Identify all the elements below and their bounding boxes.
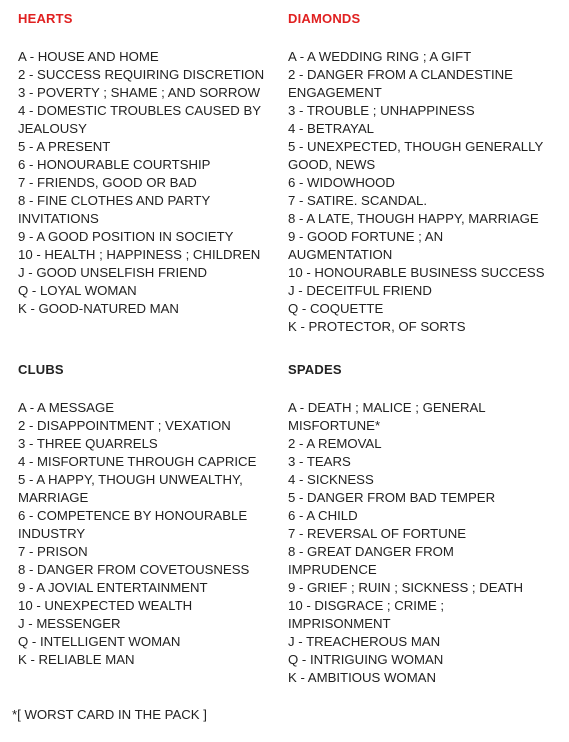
spades-entry: 6 - A CHILD: [288, 508, 358, 523]
spades-entry: 7 - REVERSAL OF FORTUNE: [288, 526, 467, 541]
spades-entry: 10 - DISGRACE ; CRIME ; IMPRISONMENT: [288, 598, 445, 631]
clubs-entry: 10 - UNEXPECTED WEALTH: [18, 598, 193, 613]
hearts-entry: 9 - A GOOD POSITION IN SOCIETY: [18, 229, 234, 244]
diamonds-entry: 10 - HONOURABLE BUSINESS SUCCESS: [288, 265, 545, 280]
clubs-heading: CLUBS: [18, 362, 64, 377]
spades-entry: 3 - TEARS: [288, 454, 351, 469]
clubs-section: [18, 361, 274, 669]
spades-entry: K - AMBITIOUS WOMAN: [288, 670, 436, 685]
clubs-entry: 9 - A JOVIAL ENTERTAINMENT: [18, 580, 208, 595]
clubs-list: [18, 399, 274, 669]
hearts-entry: J - GOOD UNSELFISH FRIEND: [18, 265, 208, 280]
clubs-entry: J - MESSENGER: [18, 616, 121, 631]
hearts-entry: 5 - A PRESENT: [18, 139, 111, 154]
diamonds-entry: 3 - TROUBLE ; UNHAPPINESS: [288, 103, 475, 118]
hearts-entry: K - GOOD-NATURED MAN: [18, 301, 179, 316]
hearts-entry: 10 - HEALTH ; HAPPINESS ; CHILDREN: [18, 247, 261, 262]
diamonds-entry: 6 - WIDOWHOOD: [288, 175, 395, 190]
diamonds-list: [288, 48, 550, 336]
hearts-list: [18, 48, 274, 318]
hearts-heading: HEARTS: [18, 11, 73, 26]
hearts-entry: A - HOUSE AND HOME: [18, 49, 159, 64]
spades-entry: 9 - GRIEF ; RUIN ; SICKNESS ; DEATH: [288, 580, 523, 595]
clubs-entry: 7 - PRISON: [18, 544, 88, 559]
diamonds-entry: 8 - A LATE, THOUGH HAPPY, MARRIAGE: [288, 211, 539, 226]
hearts-entry: 6 - HONOURABLE COURTSHIP: [18, 157, 211, 172]
diamonds-entry: 4 - BETRAYAL: [288, 121, 374, 136]
spades-entry: J - TREACHEROUS MAN: [288, 634, 441, 649]
hearts-entry: 4 - DOMESTIC TROUBLES CAUSED BY JEALOUSY: [18, 103, 261, 136]
clubs-entry: 6 - COMPETENCE BY HONOURABLE INDUSTRY: [18, 508, 248, 541]
diamonds-entry: J - DECEITFUL FRIEND: [288, 283, 432, 298]
clubs-entry: 2 - DISAPPOINTMENT ; VEXATION: [18, 418, 231, 433]
diamonds-section: [288, 10, 550, 336]
spades-entry: 2 - A REMOVAL: [288, 436, 382, 451]
hearts-entry: 7 - FRIENDS, GOOD OR BAD: [18, 175, 197, 190]
diamonds-entry: Q - COQUETTE: [288, 301, 384, 316]
diamonds-entry: A - A WEDDING RING ; A GIFT: [288, 49, 472, 64]
spades-entry: 8 - GREAT DANGER FROM IMPRUDENCE: [288, 544, 454, 577]
clubs-entry: Q - INTELLIGENT WOMAN: [18, 634, 181, 649]
clubs-entry: 5 - A HAPPY, THOUGH UNWEALTHY, MARRIAGE: [18, 472, 243, 505]
diamonds-entry: K - PROTECTOR, OF SORTS: [288, 319, 466, 334]
clubs-entry: 4 - MISFORTUNE THROUGH CAPRICE: [18, 454, 257, 469]
diamonds-entry: 2 - DANGER FROM A CLANDESTINE ENGAGEMENT: [288, 67, 513, 100]
hearts-entry: Q - LOYAL WOMAN: [18, 283, 137, 298]
spades-entry: 5 - DANGER FROM BAD TEMPER: [288, 490, 496, 505]
spades-list: [288, 399, 528, 687]
spades-entry: A - DEATH ; MALICE ; GENERAL MISFORTUNE*: [288, 400, 486, 433]
diamonds-entry: 5 - UNEXPECTED, THOUGH GENERALLY GOOD, NEWS: [288, 139, 544, 172]
clubs-entry: A - A MESSAGE: [18, 400, 115, 415]
hearts-entry: 2 - SUCCESS REQUIRING DISCRETION: [18, 67, 265, 82]
diamonds-entry: 9 - GOOD FORTUNE ; AN AUGMENTATION: [288, 229, 444, 262]
clubs-entry: 8 - DANGER FROM COVETOUSNESS: [18, 562, 250, 577]
hearts-entry: 8 - FINE CLOTHES AND PARTY INVITATIONS: [18, 193, 210, 226]
diamonds-entry: 7 - SATIRE. SCANDAL.: [288, 193, 427, 208]
spades-entry: Q - INTRIGUING WOMAN: [288, 652, 444, 667]
spades-section: [288, 361, 528, 687]
spades-heading: SPADES: [288, 362, 342, 377]
clubs-entry: K - RELIABLE MAN: [18, 652, 135, 667]
hearts-entry: 3 - POVERTY ; SHAME ; AND SORROW: [18, 85, 261, 100]
clubs-entry: 3 - THREE QUARRELS: [18, 436, 158, 451]
footnote: *[ WORST CARD IN THE PACK ]: [12, 707, 207, 722]
diamonds-heading: DIAMONDS: [288, 11, 361, 26]
spades-entry: 4 - SICKNESS: [288, 472, 374, 487]
hearts-section: [18, 10, 274, 318]
